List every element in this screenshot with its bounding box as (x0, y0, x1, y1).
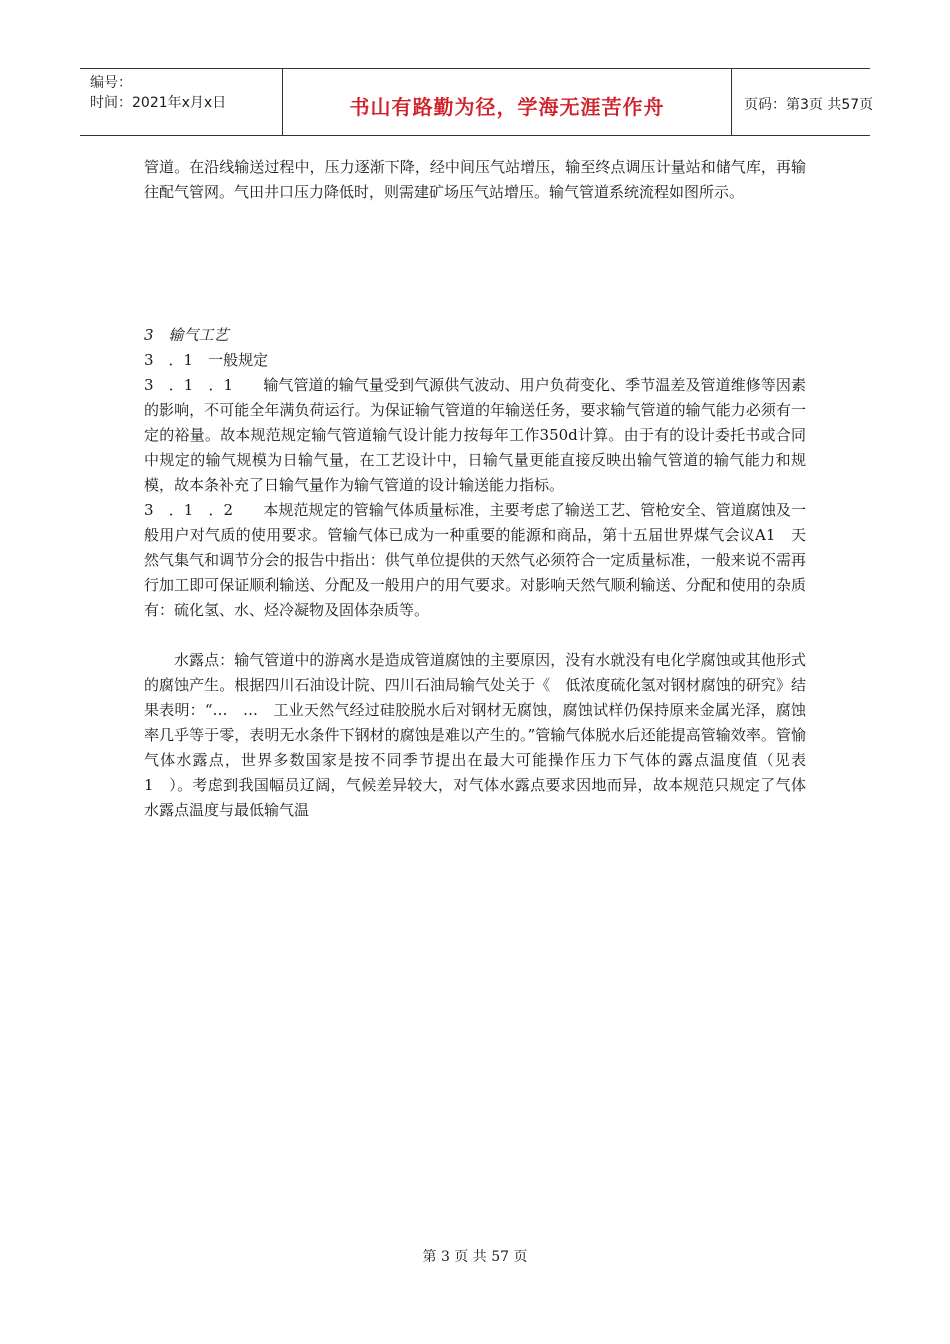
clause-3-1-1: 3 ．1 ．1 输气管道的输气量受到气源供气波动、用户负荷变化、季节温差及管道维修等因素的影响，不可能全年满负荷运行。为保证输气管道的年输送任务，要求输气管道的输气能力必须有一定的裕量。故本规范规定输气管道输气设计能力按每年工作350d计算。由于有的设计委托书或合同中规定的输气规模为日输气量，在工艺设计中，日输气量更能直接反映出输气管道的输气能力和规模，故本条补充了日输气量作为输气管道的设计输送能力指标。 (144, 376, 806, 494)
dewpoint-paragraph: 水露点：输气管道中的游离水是造成管道腐蚀的主要原因，没有水就没有电化学腐蚀或其他形式的腐蚀产生。根据四川石油设计院、四川石油局输气处关于《 低浓度硫化氢对钢材腐蚀的研究》结果表明：“… … 工业天然气经过硅胶脱水后对钢材无腐蚀，腐蚀试样仍保持原来金属光泽，腐蚀率几乎等于零，表明无水条件下钢材的腐蚀是难以产生的。”管输气体脱水后还能提高管输效率。管愉气体水露点，世界多数国家是按不同季节提出在最大可能操作压力下气体的露点温度值（见表1 ）。考虑到我国幅员辽阔，气候差异较大，对气体水露点要求因地而异，故本规范只规定了气体水露点温度与最低输气温 (144, 651, 806, 819)
paragraph-gap (144, 623, 806, 648)
page-footer: 第 3 页 共 57 页 (422, 1249, 528, 1265)
clause-3-1-2: 3 ．1 ．2 本规范规定的管输气体质量标准，主要考虑了输送工艺、管枪安全、管道腐蚀及一般用户对气质的使用要求。管输气体已成为一种重要的能源和商品，第十五届世界煤气会议A1 天然气集气和调节分会的报告中指出：供气单位提供的天然气必须符合一定质量标准，一般来说不需再行加工即可保证顺利输送、分配及一般用户的用气要求。对影响天然气顺利输送、分配和使用的杂质有：硫化氢、水、烃冷凝物及固体杂质等。 (144, 501, 806, 619)
figure-space (144, 205, 806, 323)
document-body (144, 155, 806, 823)
intro-paragraph: 管道。在沿线输送过程中，压力逐渐下降，经中间压气站增压，输至终点调压计量站和储气库，再输往配气管网。气田井口压力降低时，则需建矿场压气站增压。输气管道系统流程如图所示。 (144, 158, 806, 201)
header-meta (80, 69, 282, 135)
header-motto-cell (282, 69, 732, 135)
section-title: 3 输气工艺 (144, 326, 229, 344)
header-page-info: 页码：第3页 共57页 (744, 97, 874, 113)
document-number-label: 编号： (90, 75, 132, 91)
header-motto: 书山有路勤为径，学海无涯苦作舟 (349, 94, 665, 119)
document-date: 时间：2021年x月x日 (90, 95, 227, 111)
page-header (80, 68, 874, 136)
subsection-title: 3 ．1 一般规定 (144, 351, 269, 369)
